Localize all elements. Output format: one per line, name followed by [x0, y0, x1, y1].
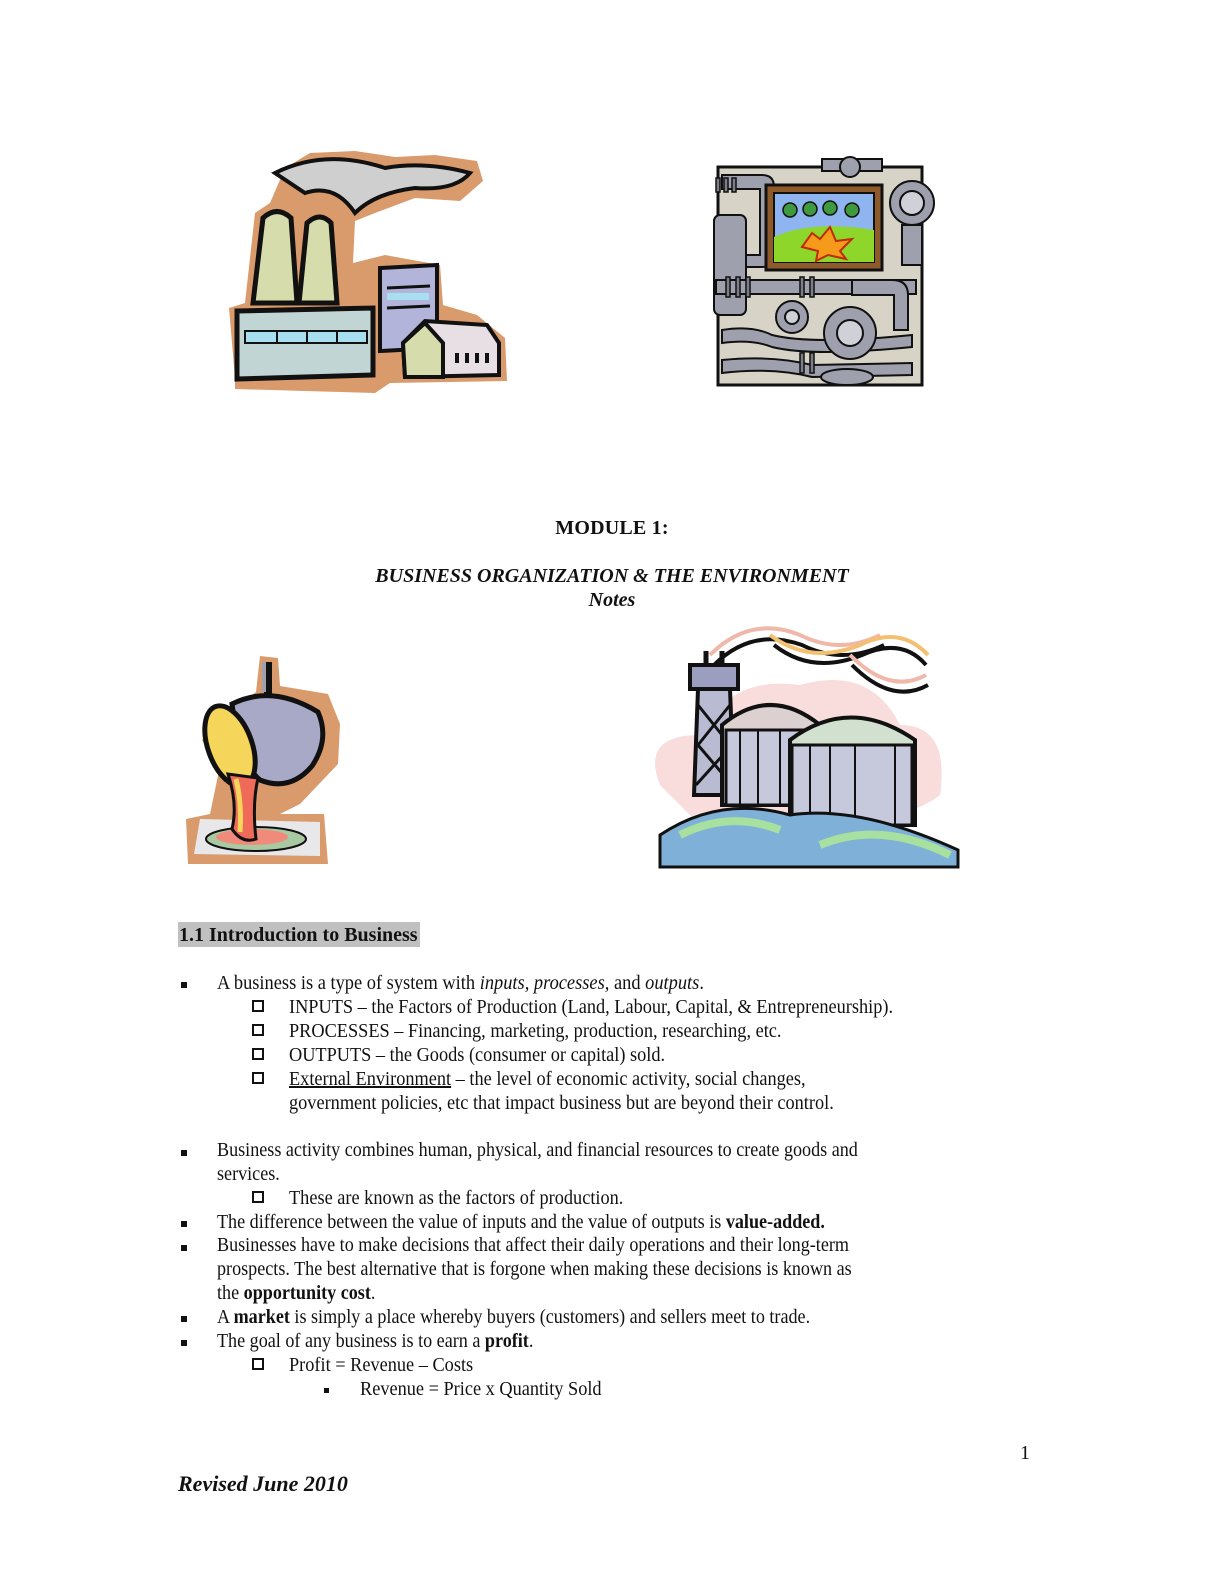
underlined-term: External Environment [289, 1068, 452, 1090]
square-bullet-icon [181, 1340, 187, 1346]
list-item [217, 1210, 825, 1234]
square-bullet-icon [181, 1245, 187, 1251]
item-text: The difference between the value of inputs and the value of outputs is [217, 1211, 726, 1233]
item-text: – the level of economic activity, social changes, [451, 1068, 806, 1090]
square-bullet-icon [181, 1150, 187, 1156]
italic-term: outputs [645, 972, 700, 994]
sub-list-item: PROCESSES – Financing, marketing, production, researching, etc. [289, 1020, 782, 1042]
list-item [217, 971, 704, 995]
item-text: A business is a type of system with [217, 972, 480, 994]
item-text: is simply a place whereby buyers (customers) and sellers meet to trade. [289, 1306, 811, 1328]
list-item-continuation: services. [217, 1163, 280, 1185]
italic-term: inputs, processes, [479, 972, 610, 994]
refinery-illustration [640, 615, 962, 871]
sub-list-item: INPUTS – the Factors of Production (Land, Labour, Capital, & Entrepreneurship). [289, 996, 894, 1018]
square-bullet-icon [181, 982, 187, 988]
page-number: 1 [1020, 1442, 1030, 1464]
item-text: . [699, 972, 704, 994]
list-item [217, 1329, 533, 1353]
factory-illustration [215, 143, 515, 395]
sub-list-item [289, 1067, 806, 1091]
pipes-illustration [712, 155, 938, 391]
bold-term: value-added. [725, 1211, 825, 1233]
list-item: Business activity combines human, physical, and financial resources to create goods and [217, 1139, 858, 1161]
list-item: Businesses have to make decisions that affect their daily operations and their long-term [217, 1234, 849, 1256]
sub-list-item-continuation: government policies, etc that impact business but are beyond their control. [289, 1092, 834, 1114]
sub-list-item: These are known as the factors of production. [289, 1187, 624, 1209]
pouring-illustration [180, 654, 342, 868]
module-subtitle: BUSINESS ORGANIZATION & THE ENVIRONMENT [375, 565, 849, 587]
checkbox-bullet-icon [252, 1072, 264, 1084]
bold-term: market [233, 1306, 290, 1328]
item-text: The goal of any business is to earn a [217, 1330, 485, 1352]
revision-footer: Revised June 2010 [178, 1471, 348, 1496]
checkbox-bullet-icon [252, 1000, 264, 1012]
checkbox-bullet-icon [252, 1358, 264, 1370]
list-item-continuation [217, 1281, 375, 1305]
bold-term: profit [484, 1330, 529, 1352]
section-heading: 1.1 Introduction to Business [179, 924, 418, 946]
square-bullet-icon [324, 1388, 329, 1393]
list-item-continuation: prospects. The best alternative that is forgone when making these decisions is known as [217, 1258, 852, 1280]
item-text: and [609, 972, 646, 994]
item-text: . [528, 1330, 534, 1352]
sub-list-item: Profit = Revenue – Costs [289, 1354, 474, 1376]
item-text: the [217, 1282, 244, 1304]
square-bullet-icon [181, 1221, 187, 1227]
item-text: . [370, 1282, 376, 1304]
item-text: A [217, 1306, 234, 1328]
checkbox-bullet-icon [252, 1048, 264, 1060]
bold-term: opportunity cost [243, 1282, 371, 1304]
notes-label: Notes [588, 589, 636, 611]
checkbox-bullet-icon [252, 1024, 264, 1036]
sub-sub-list-item: Revenue = Price x Quantity Sold [360, 1378, 602, 1400]
checkbox-bullet-icon [252, 1191, 264, 1203]
square-bullet-icon [181, 1316, 187, 1322]
sub-list-item: OUTPUTS – the Goods (consumer or capital) sold. [289, 1044, 666, 1066]
list-item [217, 1305, 810, 1329]
module-title: MODULE 1: [555, 517, 669, 539]
